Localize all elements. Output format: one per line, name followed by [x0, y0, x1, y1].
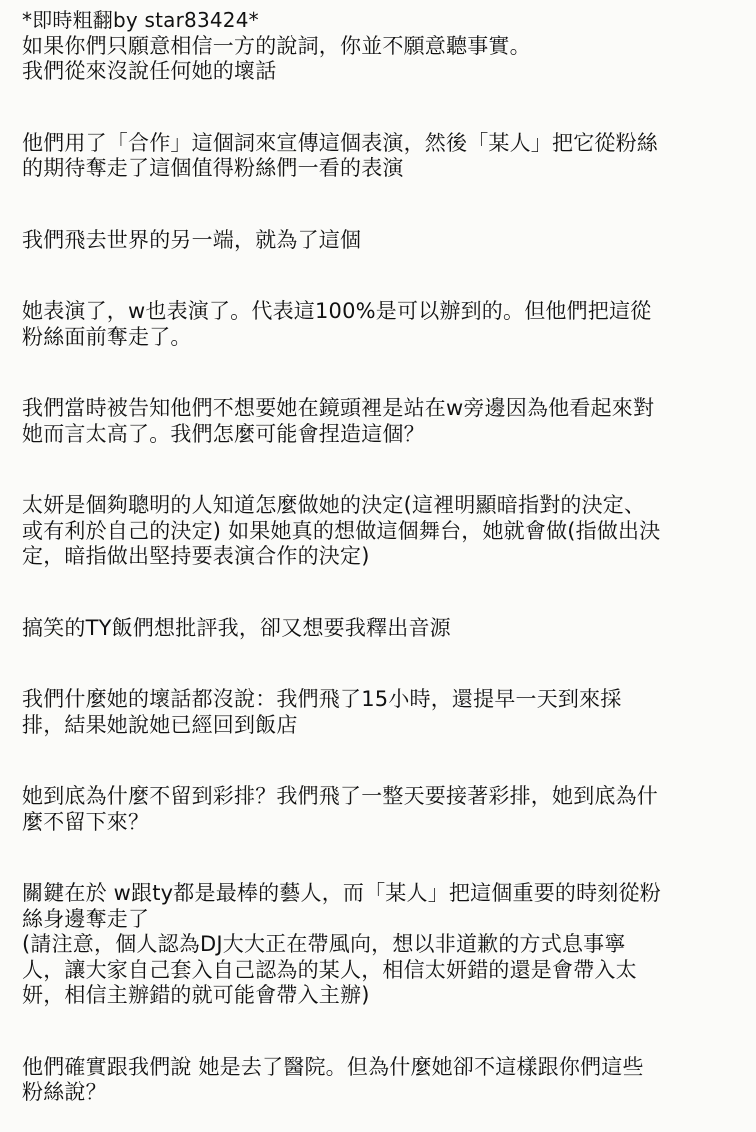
paragraph-line: 我們當時被告知他們不想要她在鏡頭裡是站在w旁邊因為他看起來對: [22, 396, 655, 420]
paragraph-line: 粉絲說？: [22, 1080, 107, 1104]
paragraph-line: 排，結果她說她已經回到飯店: [22, 712, 298, 737]
paragraph-spacer: [22, 182, 742, 228]
paragraph-spacer: [22, 1009, 742, 1055]
paragraph-11: [22, 1055, 742, 1106]
paragraph-line: 搞笑的TY飯們想批評我，卻又想要我釋出音源: [22, 615, 451, 640]
paragraph-line: 妍，相信主辦錯的就可能會帶入主辦): [22, 983, 370, 1007]
paragraph-spacer: [22, 738, 742, 784]
paragraph-8: [22, 687, 742, 738]
paragraph-spacer: [22, 447, 742, 493]
paragraph-line: 關鍵在於 w跟ty都是最棒的藝人，而「某人」把這個重要的時刻從粉: [22, 881, 661, 905]
paragraph-line: 他們用了「合作」這個詞來宣傳這個表演，然後「某人」把它從粉絲: [22, 130, 658, 155]
paragraph-spacer: [22, 641, 742, 687]
paragraph-line: 她而言太高了。我們怎麼可能會捏造這個？: [22, 421, 425, 446]
paragraph-line: 如果你們只願意相信一方的說詞，你並不願意聽事實。: [22, 33, 531, 58]
paragraph-line: (請注意，個人認為DJ大大正在帶風向，想以非道歉的方式息事寧: [22, 932, 626, 956]
paragraph-line: 絲身邊奪走了: [22, 906, 150, 931]
paragraph-line: 我們飛去世界的另一端，就為了這個: [22, 227, 362, 252]
paragraph-line: 或有利於自己的決定) 如果她真的想做這個舞台，她就會做(指做出決: [22, 518, 661, 543]
paragraph-spacer: [22, 350, 742, 396]
paragraph-spacer: [22, 835, 742, 881]
paragraph-line: 麼不留下來？: [22, 809, 150, 834]
paragraph-line: 她表演了，w也表演了。代表這100%是可以辦到的。但他們把這從: [22, 299, 652, 323]
paragraph-line: 粉絲面前奪走了。: [22, 324, 192, 349]
paragraph-line: 定，暗指做出堅持要表演合作的決定): [22, 544, 370, 568]
translator-header: *即時粗翻by star83424*: [22, 8, 259, 32]
paragraph-5: [22, 396, 742, 447]
paragraph-3: [22, 228, 742, 254]
paragraph-spacer: [22, 253, 742, 299]
paragraph-line: 我們從來沒說任何她的壞話: [22, 59, 277, 83]
paragraph-line: 她到底為什麼不留到彩排？我們飛了一整天要接著彩排，她到底為什: [22, 784, 658, 808]
paragraph-spacer: [22, 85, 742, 131]
paragraph-7: [22, 616, 742, 642]
paragraph-line: 太妍是個夠聰明的人知道怎麼做她的決定(這裡明顯暗指對的決定、: [22, 493, 646, 517]
paragraph-6: [22, 493, 742, 570]
paragraph-spacer: [22, 570, 742, 616]
paragraph-10: [22, 881, 742, 1009]
paragraph-4: [22, 299, 742, 350]
paragraph-9: [22, 784, 742, 835]
paragraph-line: 我們什麼她的壞話都沒說：我們飛了15小時，還提早一天到來採: [22, 687, 622, 711]
paragraph-2: [22, 131, 742, 182]
paragraph-line: 人，讓大家自己套入自己認為的某人，相信太妍錯的還是會帶入太: [22, 957, 637, 982]
paragraph-line: 的期待奪走了這個值得粉絲們一看的表演: [22, 156, 404, 180]
paragraph-line: 他們確實跟我們說 她是去了醫院。但為什麼她卻不這樣跟你們這些: [22, 1054, 644, 1079]
paragraph-1: [22, 34, 742, 85]
